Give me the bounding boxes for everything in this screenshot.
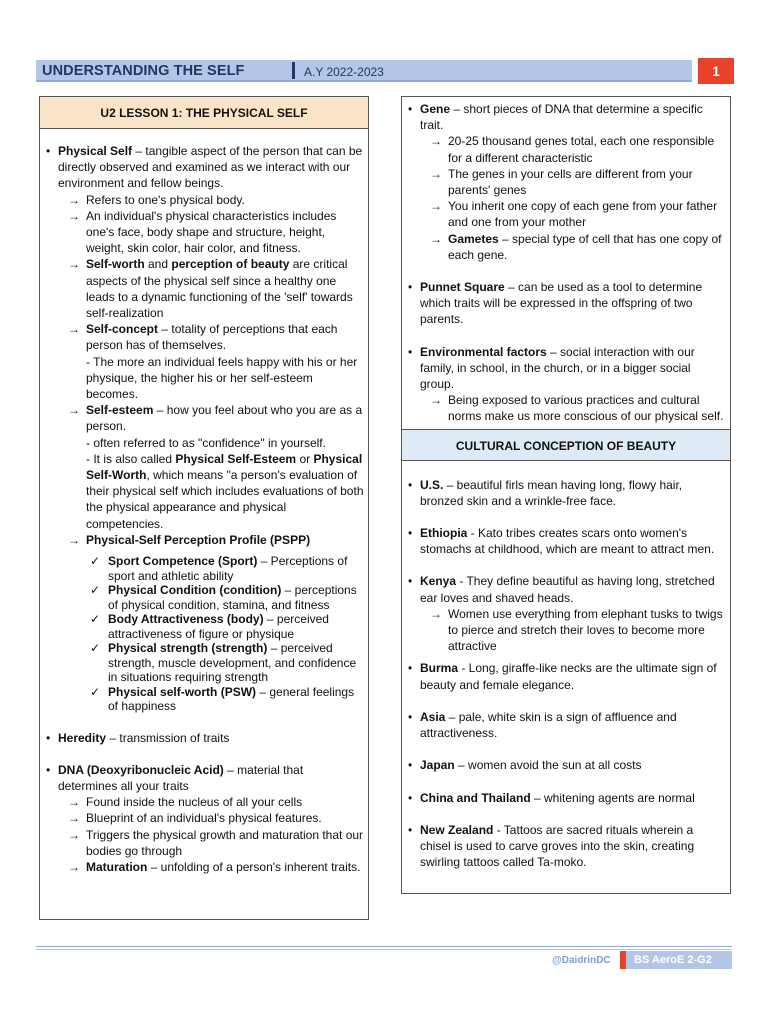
- list-item: → Blueprint of an individual's physical features.: [68, 811, 322, 826]
- list-item-asia: • Asia – pale, white skin is a sign of affluence and attractiveness.: [408, 709, 726, 741]
- list-item: → Triggers the physical growth and maturation that our bodies go through: [68, 827, 364, 858]
- arrow-icon: →: [430, 606, 442, 621]
- arrow-icon: →: [68, 532, 80, 547]
- arrow-icon: →: [68, 208, 80, 223]
- list-item: → Women use everything from elephant tusks to twigs to pierce and stretch their loves to become more attractive: [430, 606, 723, 654]
- arrow-icon: →: [430, 199, 442, 214]
- arrow-icon: →: [68, 192, 80, 207]
- check-icon: ✓: [90, 641, 101, 656]
- list-item-punnet-square: • Punnet Square – can be used as a tool to determine which traits will be expressed in the offspring of two parents.: [408, 279, 726, 328]
- list-item-ethiopia: • Ethiopia - Kato tribes creates scars onto women's stomachs at childhood, which are meant to attract men.: [408, 525, 726, 557]
- list-item-kenya: • Kenya - They define beautiful as having long, stretched ear loves and shaved heads.: [408, 573, 726, 605]
- list-item: → Being exposed to various practices and cultural norms make us more conscious of our physical self.: [430, 393, 724, 424]
- checklist-item: ✓ Body Attractiveness (body) – perceived attractiveness of figure or physique: [90, 612, 329, 641]
- arrow-icon: →: [430, 393, 442, 408]
- list-item-japan: • Japan – women avoid the sun at all costs: [408, 757, 726, 773]
- header-separator: [292, 62, 295, 79]
- list-item: → 20-25 thousand genes total, each one responsible for a different characteristic: [430, 134, 715, 165]
- arrow-icon: →: [68, 795, 80, 810]
- checklist-item: ✓ Physical Condition (condition) – perceptions of physical condition, stamina, and fitness: [90, 583, 357, 612]
- list-item-self-concept: → Self-concept – totality of perceptions that each person has of themselves.: [68, 322, 338, 353]
- page-header: [36, 60, 692, 82]
- list-item-us: • U.S. – beautiful firls mean having long, flowy hair, bronzed skin and a wrinkle-free face.: [408, 477, 726, 509]
- list-item-maturation: → Maturation – unfolding of a person's inherent traits.: [68, 860, 361, 874]
- lesson-heading: U2 LESSON 1: THE PHYSICAL SELF: [40, 97, 368, 129]
- list-item: → The genes in your cells are different from your parents' genes: [430, 166, 693, 198]
- checklist-item: ✓ Physical self-worth (PSW) – general feelings of happiness: [90, 684, 355, 714]
- list-item: → Refers to one's physical body.: [68, 192, 245, 207]
- arrow-icon: →: [68, 322, 80, 337]
- left-column: [39, 96, 369, 920]
- list-item-burma: • Burma - Long, giraffe-like necks are the ultimate sign of beauty and female elegance.: [408, 660, 726, 692]
- list-item-new-zealand: • New Zealand - Tattoos are sacred rituals wherein a chisel is used to carve groves into the skin, creating swirling tattoos called Ta-moko.: [408, 822, 726, 871]
- document-title: UNDERSTANDING THE SELF: [42, 63, 245, 79]
- list-item-pspp: → Physical-Self Perception Profile (PSPP): [68, 532, 311, 547]
- list-item-physical-self: • Physical Self – tangible aspect of the person that can be directly observed and examined as we interact with our environment and fellow beings.: [46, 143, 364, 192]
- list-item-self-esteem: → Self-esteem – how you feel about who you are as a person.: [68, 403, 363, 434]
- right-column: [401, 96, 731, 894]
- check-icon: ✓: [90, 612, 101, 627]
- academic-year: A.Y 2022-2023: [304, 65, 384, 79]
- course-badge: [620, 951, 732, 969]
- arrow-icon: →: [430, 134, 442, 149]
- arrow-icon: →: [68, 827, 80, 842]
- footer-divider: [36, 946, 732, 947]
- list-item-self-worth: → Self-worth and perception of beauty are critical aspects of the physical self since a healthy one leads to a dynamic functioning of the 'self' towards self-realization: [68, 257, 353, 321]
- list-item: → Found inside the nucleus of all your cells: [68, 795, 303, 810]
- list-item-heredity: • Heredity – transmission of traits: [46, 730, 364, 746]
- course-label: BS AeroE 2-G2: [634, 954, 712, 966]
- arrow-icon: →: [68, 403, 80, 418]
- author-handle: @DaidrinDC: [552, 955, 611, 966]
- list-item-china-thailand: • China and Thailand – whitening agents are normal: [408, 790, 726, 806]
- check-icon: ✓: [90, 684, 101, 699]
- self-esteem-note: - often referred to as "confidence" in yourself.: [86, 435, 326, 450]
- self-concept-note: - The more an individual feels happy with his or her physique, the higher his or her self-esteem becomes.: [86, 354, 358, 402]
- checklist-item: ✓ Sport Competence (Sport) – Perceptions of sport and athletic ability: [90, 554, 348, 583]
- arrow-icon: →: [68, 257, 80, 272]
- check-icon: ✓: [90, 554, 101, 569]
- check-icon: ✓: [90, 583, 101, 598]
- page-number: 1: [698, 58, 734, 84]
- culture-heading: CULTURAL CONCEPTION OF BEAUTY: [402, 429, 730, 461]
- arrow-icon: →: [68, 811, 80, 826]
- list-item-gene: • Gene – short pieces of DNA that determine a specific trait.: [408, 101, 726, 133]
- footer-divider: [36, 949, 732, 950]
- list-item: → You inherit one copy of each gene from your father and one from your mother: [430, 199, 718, 230]
- arrow-icon: →: [430, 166, 442, 181]
- checklist-item: ✓ Physical strength (strength) – perceived strength, muscle development, and confidence in situations requiring strength: [90, 641, 357, 685]
- self-esteem-note-2: - It is also called Physical Self-Esteem or Physical Self-Worth, which means "a person's evaluation of their physical self which includes evaluations of both the physical appearance and physical competencies.: [86, 451, 364, 531]
- list-item-gametes: → Gametes – special type of cell that has one copy of each gene.: [430, 231, 722, 262]
- list-item-environmental-factors: • Environmental factors – social interaction with our family, in school, in the church, or in a bigger social group.: [408, 344, 726, 393]
- arrow-icon: →: [430, 231, 442, 246]
- arrow-icon: →: [68, 860, 80, 874]
- list-item: → An individual's physical characteristics includes one's face, body shape and structure, height, weight, skin color, hair color, and fitness.: [68, 208, 337, 256]
- list-item-dna: • DNA (Deoxyribonucleic Acid) – material that determines all your traits: [46, 762, 364, 794]
